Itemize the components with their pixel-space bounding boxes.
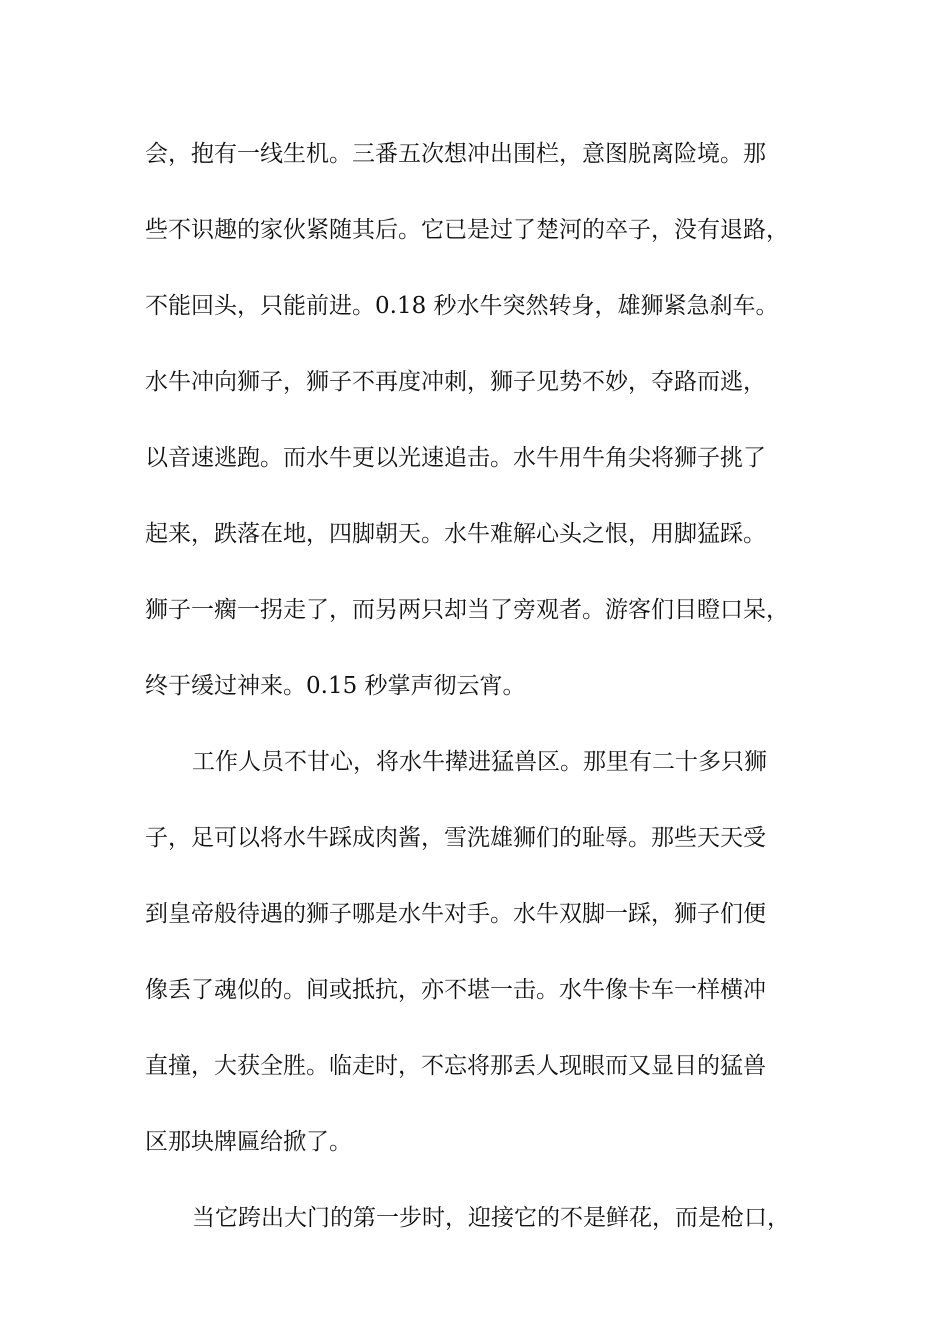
paragraph-1-line-4: 水牛冲向狮子，狮子不再度冲刺，狮子见势不妙，夺路而逃， xyxy=(145,369,766,395)
paragraph-3-line-1: 当它跨出大门的第一步时，迎接它的不是鲜花，而是枪口， xyxy=(192,1205,790,1231)
paragraph-1-line-6: 起来，跌落在地，四脚朝天。水牛难解心头之恨，用脚猛踩。 xyxy=(145,521,766,547)
paragraph-1-line-5: 以音速逃跑。而水牛更以光速追击。水牛用牛角尖将狮子挑了 xyxy=(145,445,766,471)
paragraph-2-line-2: 子，足可以将水牛踩成肉酱，雪洗雄狮们的耻辱。那些天天受 xyxy=(145,825,766,851)
paragraph-2-line-3: 到皇帝般待遇的狮子哪是水牛对手。水牛双脚一踩，狮子们便 xyxy=(145,901,766,927)
paragraph-1-line-3: 不能回头，只能前进。0.18 秒水牛突然转身，雄狮紧急刹车。 xyxy=(145,293,779,319)
paragraph-1-line-1: 会，抱有一线生机。三番五次想冲出围栏，意图脱离险境。那 xyxy=(145,141,766,167)
paragraph-1-line-8: 终于缓过神来。0.15 秒掌声彻云宵。 xyxy=(145,673,526,699)
paragraph-2-line-1: 工作人员不甘心，将水牛撵进猛兽区。那里有二十多只狮 xyxy=(192,749,767,775)
paragraph-2-line-5: 直撞，大获全胜。临走时，不忘将那丢人现眼而又显目的猛兽 xyxy=(145,1053,766,1079)
paragraph-1-line-7: 狮子一瘸一拐走了，而另两只却当了旁观者。游客们目瞪口呆， xyxy=(145,597,789,623)
paragraph-2-line-6: 区那块牌匾给掀了。 xyxy=(145,1129,352,1155)
paragraph-1-line-2: 些不识趣的家伙紧随其后。它已是过了楚河的卒子，没有退路， xyxy=(145,217,789,243)
paragraph-2-line-4: 像丢了魂似的。间或抵抗，亦不堪一击。水牛像卡车一样横冲 xyxy=(145,977,766,1003)
